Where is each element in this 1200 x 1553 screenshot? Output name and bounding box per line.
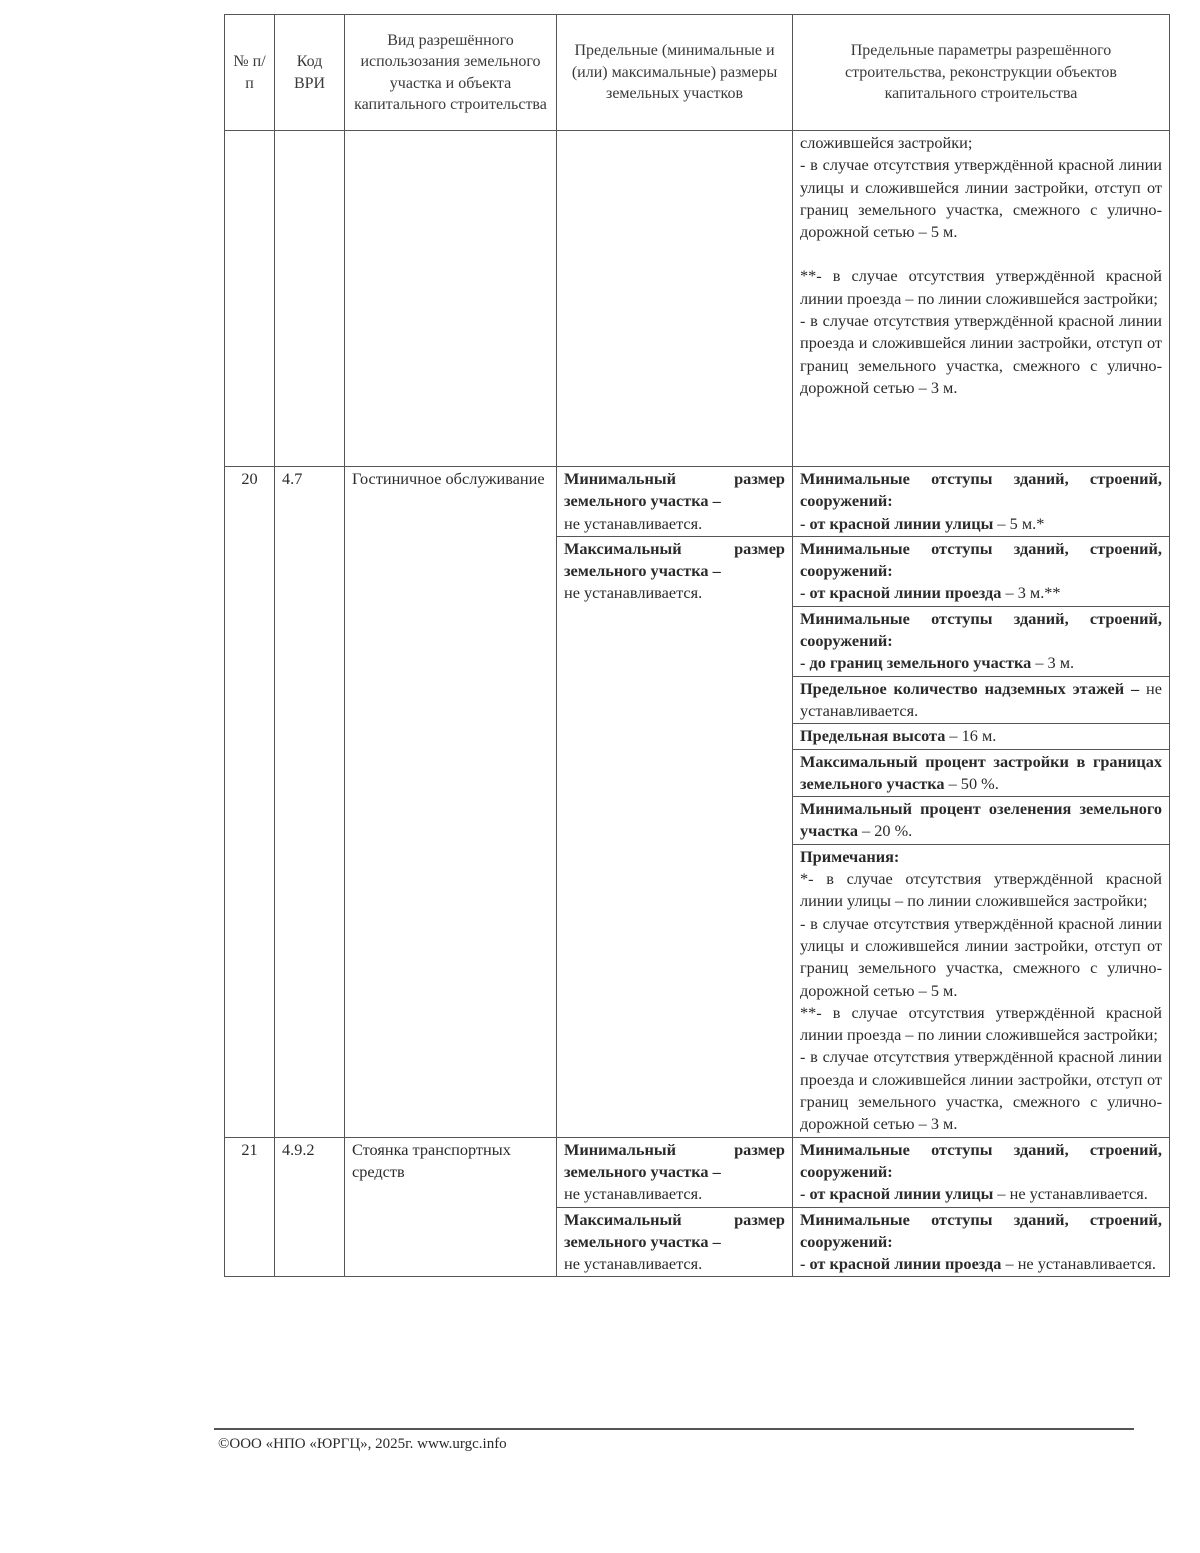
note-text: сложившейся застройки; [800, 133, 973, 152]
note-text: - в случае отсутствия утверждённой красной линии улицы и сложившейся линии застройки, отступ от границ земельного участка, смежного с улично-дорожной сетью – 5 м. [800, 155, 1162, 242]
row-number: 21 [225, 1137, 275, 1277]
param-build-percent: Максимальный процент застройки в границах земельного участка – 50 %. [793, 749, 1170, 797]
header-code: Код ВРИ [275, 15, 345, 131]
note-text: **- в случае отсутствия утверждённой красной линии проезда – по линии сложившейся застройки; [800, 266, 1162, 308]
row-code: 4.7 [275, 467, 345, 1138]
min-plot-size: Минимальный размер земельного участка – не устанавливается. [557, 1137, 793, 1207]
footer-divider [214, 1428, 1134, 1430]
param-setback-street: Минимальные отступы зданий, строений, сооружений: - от красной линии улицы – не устанавливается. [793, 1137, 1170, 1207]
notes-title: Примечания: [800, 846, 900, 866]
note-text: - в случае отсутствия утверждённой красной линии проезда и сложившейся линии застройки, отступ от границ земельного участка, смежного с улично-дорожной сетью – 3 м. [800, 1047, 1162, 1134]
table-header-row [225, 15, 1170, 131]
continuation-notes [793, 131, 1170, 467]
header-plot-sizes: Предельные (минимальные и (или) максимальные) размеры земельных участков [557, 15, 793, 131]
param-setback-street: Минимальные отступы зданий, строений, сооружений: - от красной линии улицы – 5 м.* [793, 467, 1170, 537]
param-height: Предельная высота – 16 м. [793, 724, 1170, 749]
row-number: 20 [225, 467, 275, 1138]
max-plot-size: Максимальный размер земельного участка – не устанавливается. [557, 536, 793, 1137]
row-use-name: Гостиничное обслуживание [345, 467, 557, 1138]
min-plot-size: Минимальный размер земельного участка – не устанавливается. [557, 467, 793, 537]
table-row-20 [225, 467, 1170, 537]
note-text: - в случае отсутствия утверждённой красной линии проезда и сложившейся линии застройки, отступ от границ земельного участка, смежного с улично-дорожной сетью – 3 м. [800, 311, 1162, 397]
header-use-kind: Вид разрешённого использозания земельного участка и объекта капитального строительства [345, 15, 557, 131]
table-row-21 [225, 1137, 1170, 1207]
param-floors: Предельное количество надземных этажей – не устанавливается. [793, 676, 1170, 724]
param-green-percent: Минимальный процент озеленения земельного участка – 20 %. [793, 797, 1170, 845]
row-use-name: Стоянка транспортных средств [345, 1137, 557, 1277]
param-setback-passage: Минимальные отступы зданий, строений, сооружений: - от красной линии проезда – 3 м.** [793, 536, 1170, 606]
max-plot-size: Максимальный размер земельного участка – не устанавливается. [557, 1207, 793, 1277]
header-num: № п/п [225, 15, 275, 131]
note-text: *- в случае отсутствия утверждённой красной линии улицы – по линии сложившейся застройки; [800, 869, 1162, 911]
regulations-table [224, 14, 1170, 1277]
note-text: - в случае отсутствия утверждённой красной линии улицы и сложившейся линии застройки, отступ от границ земельного участка, смежного с улично-дорожной сетью – 5 м. [800, 913, 1162, 1000]
notes [793, 844, 1170, 1137]
param-setback-passage: Минимальные отступы зданий, строений, сооружений: - от красной линии проезда – не устанавливается. [793, 1207, 1170, 1277]
table-row-continuation [225, 131, 1170, 467]
header-params: Предельные параметры разрешённого строительства, реконструкции объектов капитального строительства [793, 15, 1170, 131]
row-code: 4.9.2 [275, 1137, 345, 1277]
footer-copyright: ©ООО «НПО «ЮРГЦ», 2025г. www.urgc.info [218, 1436, 507, 1452]
param-setback-plot: Минимальные отступы зданий, строений, сооружений: - до границ земельного участка – 3 м. [793, 606, 1170, 676]
note-text: **- в случае отсутствия утверждённой красной линии проезда – по линии сложившейся застройки; [800, 1002, 1162, 1045]
